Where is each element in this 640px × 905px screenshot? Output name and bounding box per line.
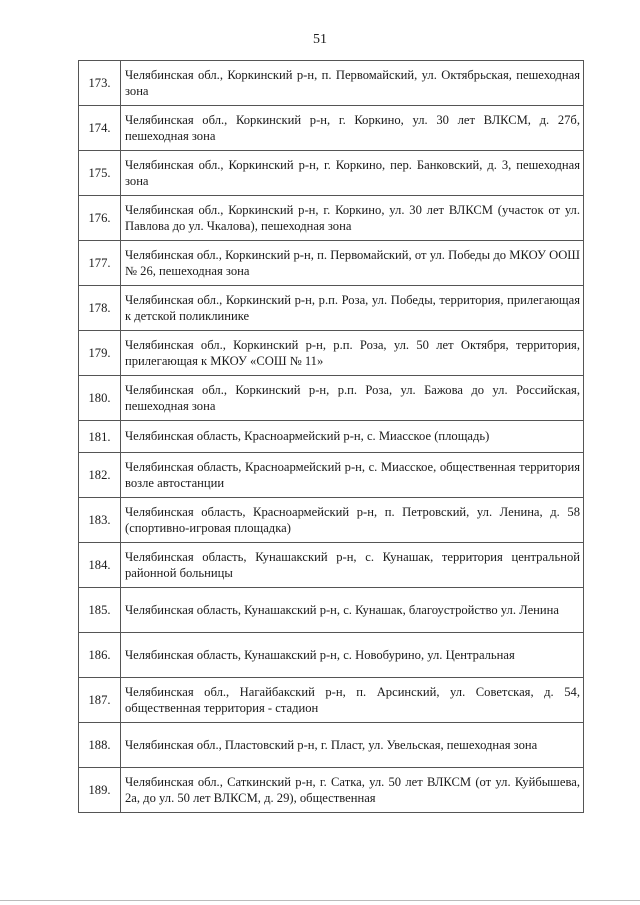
row-address: Челябинская обл., Коркинский р-н, п. Первомайский, ул. Октябрьская, пешеходная зона <box>121 61 584 106</box>
row-number: 187. <box>79 678 121 723</box>
table-row <box>79 376 584 421</box>
row-address: Челябинская область, Красноармейский р-н, п. Петровский, ул. Ленина, д. 58 (спортивно-игровая площадка) <box>121 498 584 543</box>
row-address: Челябинская область, Красноармейский р-н, с. Миасское (площадь) <box>121 421 584 453</box>
row-address: Челябинская обл., Коркинский р-н, г. Коркино, пер. Банковский, д. 3, пешеходная зона <box>121 151 584 196</box>
table-row <box>79 633 584 678</box>
row-address: Челябинская обл., Коркинский р-н, г. Коркино, ул. 30 лет ВЛКСМ, д. 27б, пешеходная зона <box>121 106 584 151</box>
row-address: Челябинская область, Кунашакский р-н, с. Кунашак, благоустройство ул. Ленина <box>121 588 584 633</box>
row-address: Челябинская область, Кунашакский р-н, с. Новобурино, ул. Центральная <box>121 633 584 678</box>
row-number: 178. <box>79 286 121 331</box>
row-number: 179. <box>79 331 121 376</box>
row-number: 174. <box>79 106 121 151</box>
row-number: 185. <box>79 588 121 633</box>
table-row <box>79 241 584 286</box>
row-number: 182. <box>79 453 121 498</box>
table-row <box>79 543 584 588</box>
table-row <box>79 421 584 453</box>
table-row <box>79 61 584 106</box>
row-address: Челябинская обл., Коркинский р-н, р.п. Роза, ул. Бажова до ул. Российская, пешеходная зона <box>121 376 584 421</box>
row-address: Челябинская обл., Коркинский р-н, п. Первомайский, от ул. Победы до МКОУ ООШ № 26, пешеходная зона <box>121 241 584 286</box>
row-number: 177. <box>79 241 121 286</box>
table-row <box>79 588 584 633</box>
row-number: 189. <box>79 768 121 813</box>
row-address: Челябинская обл., Коркинский р-н, р.п. Роза, ул. 50 лет Октября, территория, прилегающая к МКОУ «СОШ № 11» <box>121 331 584 376</box>
table-row <box>79 678 584 723</box>
row-number: 176. <box>79 196 121 241</box>
table-row <box>79 106 584 151</box>
table-row <box>79 286 584 331</box>
row-address: Челябинская обл., Нагайбакский р-н, п. Арсинский, ул. Советская, д. 54, общественная территория - стадион <box>121 678 584 723</box>
table-row <box>79 331 584 376</box>
row-address: Челябинская область, Кунашакский р-н, с. Кунашак, территория центральной районной больницы <box>121 543 584 588</box>
row-address: Челябинская обл., Коркинский р-н, г. Коркино, ул. 30 лет ВЛКСМ (участок от ул. Павлова до ул. Чкалова), пешеходная зона <box>121 196 584 241</box>
table-row <box>79 151 584 196</box>
table-row <box>79 453 584 498</box>
row-address: Челябинская обл., Пластовский р-н, г. Пласт, ул. Увельская, пешеходная зона <box>121 723 584 768</box>
row-number: 181. <box>79 421 121 453</box>
table-row <box>79 723 584 768</box>
page-bottom-edge <box>0 900 640 901</box>
table-row <box>79 196 584 241</box>
page-number: 51 <box>313 32 327 47</box>
row-number: 173. <box>79 61 121 106</box>
row-number: 183. <box>79 498 121 543</box>
row-number: 186. <box>79 633 121 678</box>
row-address: Челябинская обл., Саткинский р-н, г. Сатка, ул. 50 лет ВЛКСМ (от ул. Куйбышева, 2а, до ул. 50 лет ВЛКСМ, д. 29), общественная <box>121 768 584 813</box>
row-number: 188. <box>79 723 121 768</box>
row-number: 175. <box>79 151 121 196</box>
table-row <box>79 768 584 813</box>
row-number: 184. <box>79 543 121 588</box>
address-table <box>78 60 584 813</box>
row-number: 180. <box>79 376 121 421</box>
table-row <box>79 498 584 543</box>
row-address: Челябинская обл., Коркинский р-н, р.п. Роза, ул. Победы, территория, прилегающая к детской поликлинике <box>121 286 584 331</box>
row-address: Челябинская область, Красноармейский р-н, с. Миасское, общественная территория возле автостанции <box>121 453 584 498</box>
